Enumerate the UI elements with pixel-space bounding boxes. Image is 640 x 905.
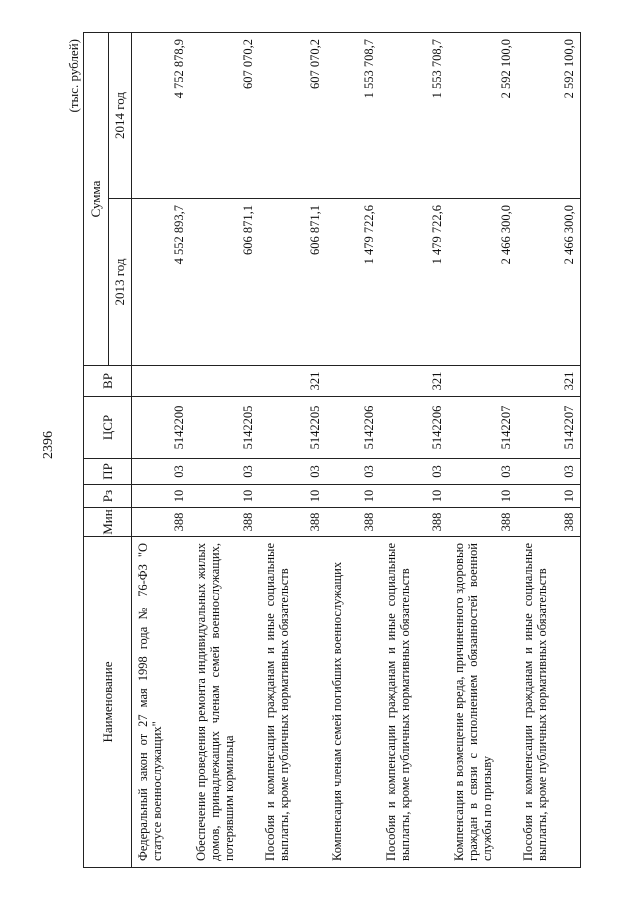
row-name: Компенсация членам семей погибших военнослужащих xyxy=(326,537,380,868)
row-csr: 5142207 xyxy=(517,397,581,459)
table-row xyxy=(380,33,448,868)
row-csr: 5142200 xyxy=(132,397,191,459)
row-min: 388 xyxy=(448,508,517,537)
table-row xyxy=(517,33,581,868)
table-row xyxy=(448,33,517,868)
header-min: Мин xyxy=(84,508,132,537)
row-min: 388 xyxy=(259,508,326,537)
row-vr xyxy=(132,366,191,397)
row-sum-2013: 4 552 893,7 xyxy=(132,199,191,366)
row-rz: 10 xyxy=(517,485,581,508)
row-vr: 321 xyxy=(380,366,448,397)
budget-table xyxy=(83,32,581,868)
row-rz: 10 xyxy=(448,485,517,508)
row-pr: 03 xyxy=(517,459,581,485)
rotated-table-container xyxy=(66,33,576,868)
row-pr: 03 xyxy=(448,459,517,485)
row-name: Пособия и компенсации гражданам и иные социальные выплаты, кроме публичных нормативных обязательств xyxy=(517,537,581,868)
row-sum-2014: 2 592 100,0 xyxy=(517,33,581,199)
header-name: Наименование xyxy=(84,537,132,868)
row-name: Пособия и компенсации гражданам и иные социальные выплаты, кроме публичных нормативных обязательств xyxy=(259,537,326,868)
header-year-2013: 2013 год xyxy=(109,199,132,366)
row-name: Обеспечение проведения ремонта индивидуальных жилых домов, принадлежащих членам семей военнослужащих, потерявшим кормильца xyxy=(190,537,259,868)
row-pr: 03 xyxy=(259,459,326,485)
row-pr: 03 xyxy=(132,459,191,485)
table-row xyxy=(326,33,380,868)
row-sum-2014: 607 070,2 xyxy=(190,33,259,199)
row-name: Федеральный закон от 27 мая 1998 года № 76-ФЗ "О статусе военнослужащих" xyxy=(132,537,191,868)
row-pr: 03 xyxy=(326,459,380,485)
page-number xyxy=(36,422,62,468)
row-sum-2014: 1 553 708,7 xyxy=(380,33,448,199)
row-pr: 03 xyxy=(380,459,448,485)
row-vr: 321 xyxy=(517,366,581,397)
row-sum-2014: 4 752 878,9 xyxy=(132,33,191,199)
row-pr: 03 xyxy=(190,459,259,485)
row-min: 388 xyxy=(380,508,448,537)
row-rz: 10 xyxy=(190,485,259,508)
row-vr xyxy=(190,366,259,397)
row-sum-2014: 1 553 708,7 xyxy=(326,33,380,199)
header-sum: Сумма xyxy=(84,33,109,366)
row-rz: 10 xyxy=(380,485,448,508)
row-csr: 5142207 xyxy=(448,397,517,459)
table-row xyxy=(259,33,326,868)
header-pr: ПР xyxy=(84,459,132,485)
row-sum-2013: 1 479 722,6 xyxy=(380,199,448,366)
row-sum-2014: 607 070,2 xyxy=(259,33,326,199)
header-csr: ЦСР xyxy=(84,397,132,459)
row-csr: 5142205 xyxy=(259,397,326,459)
row-min: 388 xyxy=(190,508,259,537)
row-rz: 10 xyxy=(132,485,191,508)
row-rz: 10 xyxy=(326,485,380,508)
header-rz: Рз xyxy=(84,485,132,508)
row-sum-2013: 2 466 300,0 xyxy=(448,199,517,366)
header-year-2014: 2014 год xyxy=(109,33,132,199)
table-body xyxy=(132,33,581,868)
row-name: Пособия и компенсации гражданам и иные социальные выплаты, кроме публичных нормативных обязательств xyxy=(380,537,448,868)
header-vr: ВР xyxy=(84,366,132,397)
row-sum-2013: 606 871,1 xyxy=(259,199,326,366)
row-min: 388 xyxy=(517,508,581,537)
table-row xyxy=(132,33,191,868)
page-number-text: 2396 xyxy=(41,431,56,459)
row-csr: 5142206 xyxy=(380,397,448,459)
row-min: 388 xyxy=(132,508,191,537)
row-vr: 321 xyxy=(259,366,326,397)
row-min: 388 xyxy=(326,508,380,537)
row-sum-2013: 606 871,1 xyxy=(190,199,259,366)
row-sum-2013: 2 466 300,0 xyxy=(517,199,581,366)
row-name: Компенсация в возмещение вреда, причиненного здоровью граждан в связи с исполнением обязанностей военной службы по призыву xyxy=(448,537,517,868)
row-rz: 10 xyxy=(259,485,326,508)
row-csr: 5142206 xyxy=(326,397,380,459)
row-sum-2014: 2 592 100,0 xyxy=(448,33,517,199)
row-csr: 5142205 xyxy=(190,397,259,459)
row-vr xyxy=(326,366,380,397)
units-note: (тыс. рублей) xyxy=(66,39,81,113)
table-header xyxy=(84,33,132,868)
row-sum-2013: 1 479 722,6 xyxy=(326,199,380,366)
row-vr xyxy=(448,366,517,397)
table-row xyxy=(190,33,259,868)
